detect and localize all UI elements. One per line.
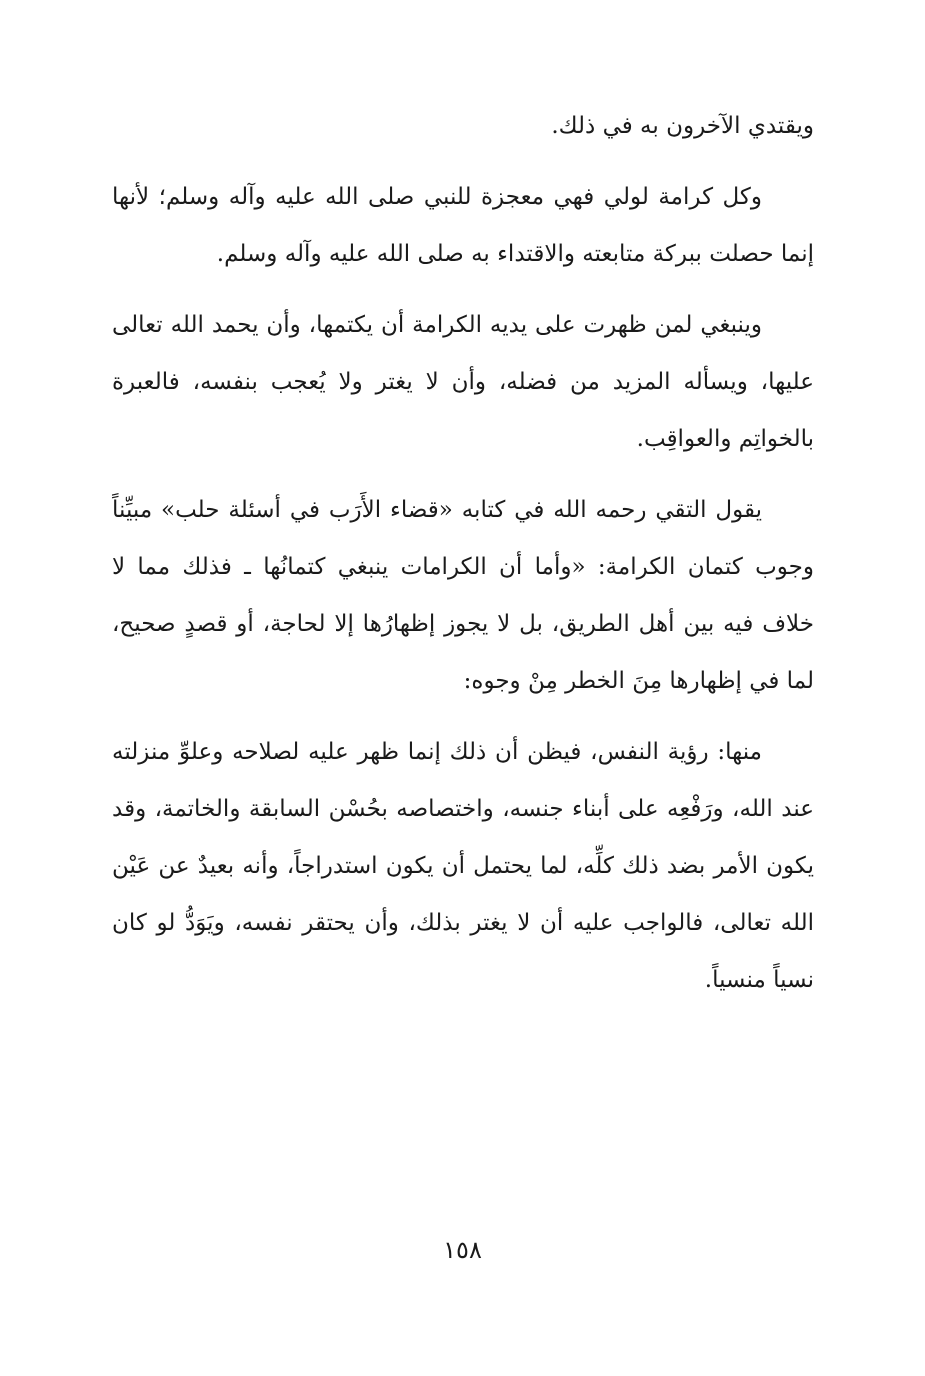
paragraph-4: يقول التقي رحمه الله في كتابه «قضاء الأَرَب في أسئلة حلب» مبيِّناً وجوب كتمان الكرامة: «وأما أن الكرامات ينبغي كتمانُها ـ فذلك مما لا خلاف فيه بين أهل الطريق، بل لا يجوز إظهارُها إلا لحاجة، أو قصدٍ صحيح، لما في إظهارها مِنَ الخطر مِنْ وجوه:	[112, 497, 814, 694]
paragraph-5: منها: رؤية النفس، فيظن أن ذلك إنما ظهر عليه لصلاحه وعلوِّ منزلته عند الله، ورَفْعِه على أبناء جنسه، واختصاصه بحُسْن السابقة والخاتمة، وقد يكون الأمر بضد ذلك كلِّه، لما يحتمل أن يكون استدراجاً، وأنه بعيدٌ عن عَيْن الله تعالى، فالواجب عليه أن لا يغتر بذلك، وأن يحتقر نفسه، ويَوَدُّ لو كان نسياً منسياً.	[112, 739, 814, 993]
page-number: ١٥٨	[443, 1236, 482, 1264]
paragraph-3: وينبغي لمن ظهرت على يديه الكرامة أن يكتمها، وأن يحمد الله تعالى عليها، ويسأله المزيد من فضله، وأن لا يغتر ولا يُعجب بنفسه، فالعبرة بالخواتِم والعواقِب.	[112, 312, 814, 452]
paragraph-2: وكل كرامة لولي فهي معجزة للنبي صلى الله عليه وآله وسلم؛ لأنها إنما حصلت ببركة متابعته والاقتداء به صلى الله عليه وآله وسلم.	[112, 184, 814, 267]
body-text	[112, 98, 814, 1023]
paragraph-1: ويقتدي الآخرون به في ذلك.	[551, 113, 814, 139]
